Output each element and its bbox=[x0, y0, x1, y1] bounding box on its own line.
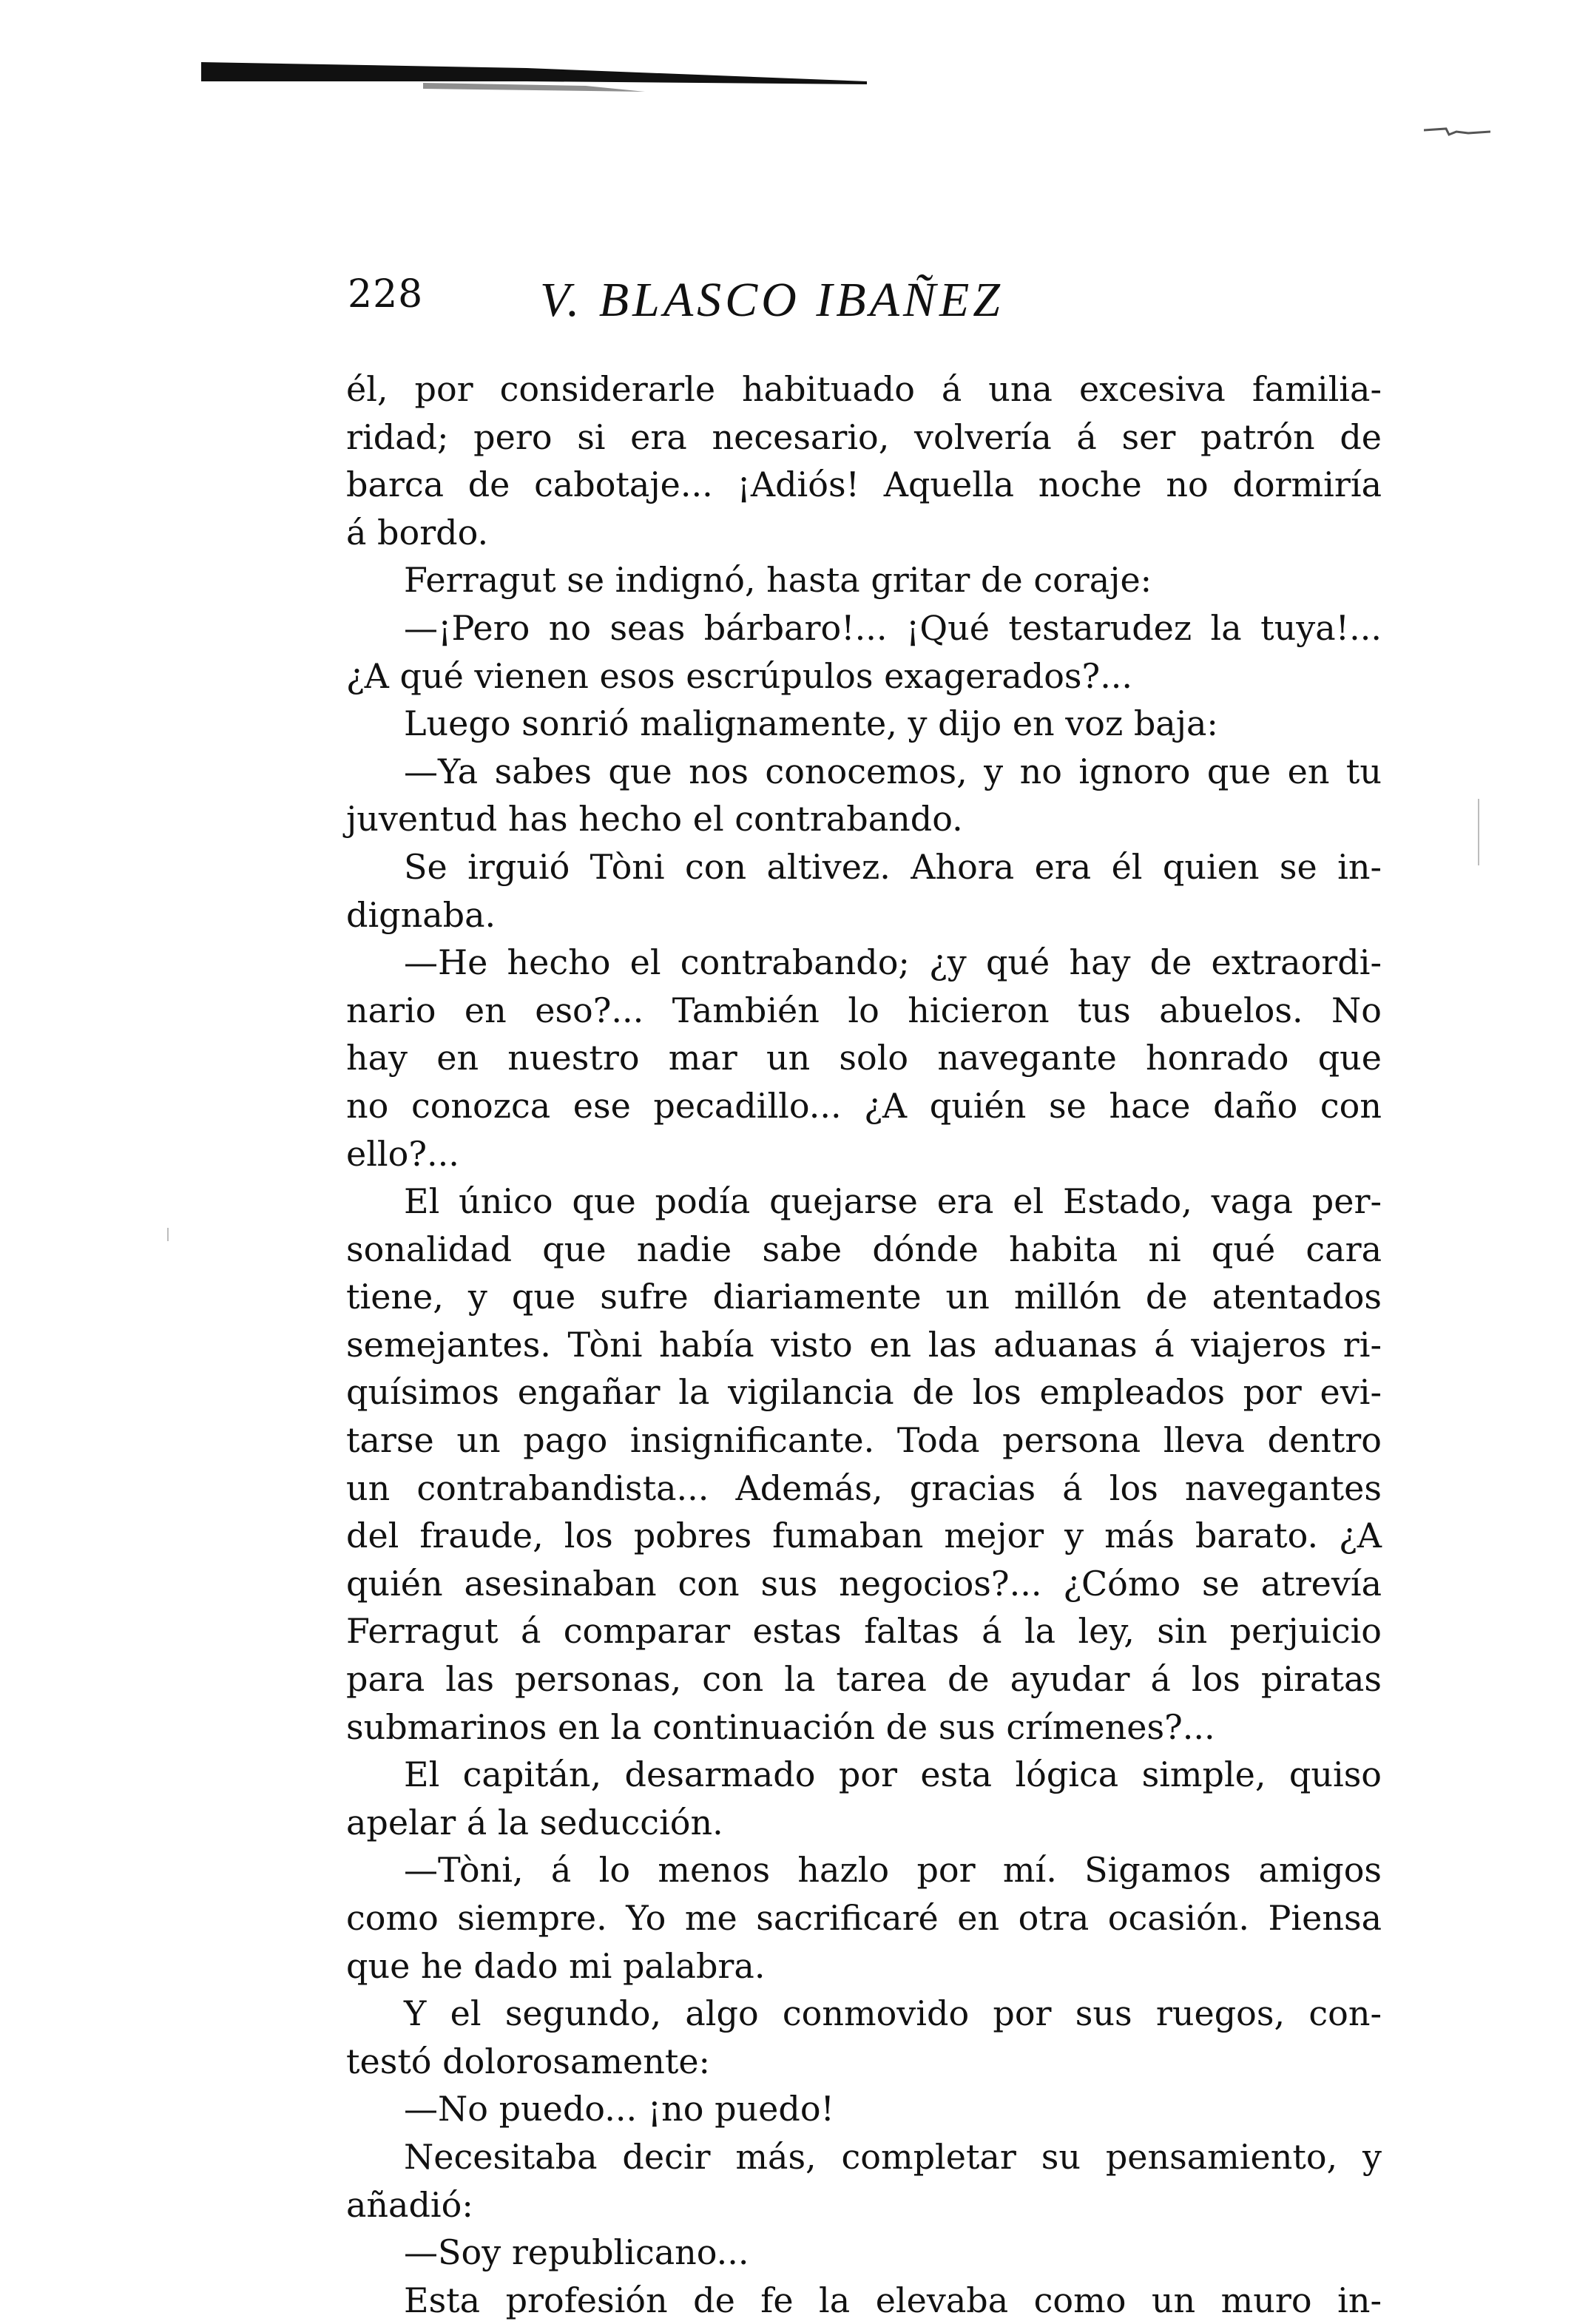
text-line: Luego sonrió malignamente, y dijo en voz baja: bbox=[404, 703, 1218, 744]
text-line: Esta profesión de fe la elevaba como un muro in- bbox=[404, 2280, 1382, 2320]
text-line: juventud has hecho el contrabando. bbox=[346, 799, 963, 840]
corner-smudge-mark bbox=[1424, 124, 1490, 142]
text-line: un contrabandista... Además, gracias á los navegantes bbox=[346, 1467, 1382, 1508]
text-line: tiene, y que sufre diariamente un millón de atentados bbox=[346, 1277, 1382, 1317]
text-line: El único que podía quejarse era el Estado, vaga per- bbox=[404, 1181, 1382, 1222]
text-line: no conozca ese pecadillo... ¿A quién se hace daño con bbox=[346, 1085, 1382, 1126]
page-header bbox=[348, 272, 1413, 339]
top-rule-ink-bar bbox=[201, 62, 867, 92]
text-line: Se irguió Tòni con altivez. Ahora era él quien se in- bbox=[404, 846, 1382, 887]
text-line: sonalidad que nadie sabe dónde habita ni qué cara bbox=[346, 1229, 1382, 1269]
text-line: nario en eso?... También lo hicieron tus abuelos. No bbox=[346, 990, 1382, 1030]
text-line: quísimos engañar la vigilancia de los empleados por evi- bbox=[346, 1372, 1382, 1413]
text-line: él, por considerarle habituado á una excesiva familia- bbox=[346, 369, 1382, 409]
text-line: —Tòni, á lo menos hazlo por mí. Sigamos amigos bbox=[404, 1850, 1382, 1891]
page-number: 228 bbox=[348, 272, 424, 317]
text-line: —He hecho el contrabando; ¿y qué hay de extraordi- bbox=[404, 942, 1382, 983]
text-line: —No puedo... ¡no puedo! bbox=[404, 2089, 835, 2129]
text-line: —Ya sabes que nos conocemos, y no ignoro que en tu bbox=[404, 751, 1382, 791]
text-line: barca de cabotaje... ¡Adiós! Aquella noche no dormiría bbox=[346, 465, 1382, 505]
text-line: ridad; pero si era necesario, volvería á ser patrón de bbox=[346, 416, 1382, 457]
text-line: dignaba. bbox=[346, 894, 496, 935]
text-line: del fraude, los pobres fumaban mejor y más barato. ¿A bbox=[346, 1516, 1382, 1556]
text-line: Y el segundo, algo conmovido por sus ruegos, con- bbox=[404, 1993, 1382, 2034]
running-head-author: V. BLASCO IBAÑEZ bbox=[540, 273, 1004, 327]
text-line: —Soy republicano... bbox=[404, 2232, 749, 2273]
text-line: quién asesinaban con sus negocios?... ¿Cómo se atrevía bbox=[346, 1563, 1382, 1604]
text-line: hay en nuestro mar un solo navegante honrado que bbox=[346, 1038, 1382, 1078]
text-line: testó dolorosamente: bbox=[346, 2041, 711, 2081]
text-line: tarse un pago insignificante. Toda persona lleva dentro bbox=[346, 1420, 1382, 1461]
text-line: —¡Pero no seas bárbaro!... ¡Qué testarudez la tuya!... bbox=[404, 607, 1382, 648]
text-line: Necesitaba decir más, completar su pensamiento, y bbox=[404, 2136, 1382, 2177]
text-line: apelar á la seducción. bbox=[346, 1802, 723, 1842]
text-line: para las personas, con la tarea de ayudar á los piratas bbox=[346, 1659, 1382, 1700]
margin-speck bbox=[167, 1228, 169, 1241]
margin-speck bbox=[1478, 799, 1479, 865]
text-line: ello?... bbox=[346, 1133, 459, 1174]
text-line: El capitán, desarmado por esta lógica simple, quiso bbox=[404, 1754, 1382, 1795]
text-line: Ferragut á comparar estas faltas á la ley, sin perjuicio bbox=[346, 1611, 1382, 1652]
text-line: añadió: bbox=[346, 2184, 473, 2225]
text-line: á bordo. bbox=[346, 512, 489, 553]
text-line: semejantes. Tòni había visto en las aduanas á viajeros ri- bbox=[346, 1324, 1382, 1365]
text-line: submarinos en la continuación de sus crímenes?... bbox=[346, 1706, 1215, 1747]
text-line: ¿A qué vienen esos escrúpulos exagerados?... bbox=[346, 655, 1133, 696]
text-line: Ferragut se indignó, hasta gritar de coraje: bbox=[404, 560, 1152, 601]
text-line: como siempre. Yo me sacrificaré en otra ocasión. Piensa bbox=[346, 1898, 1382, 1938]
body-text bbox=[346, 365, 1382, 2324]
text-line: que he dado mi palabra. bbox=[346, 1945, 766, 1986]
